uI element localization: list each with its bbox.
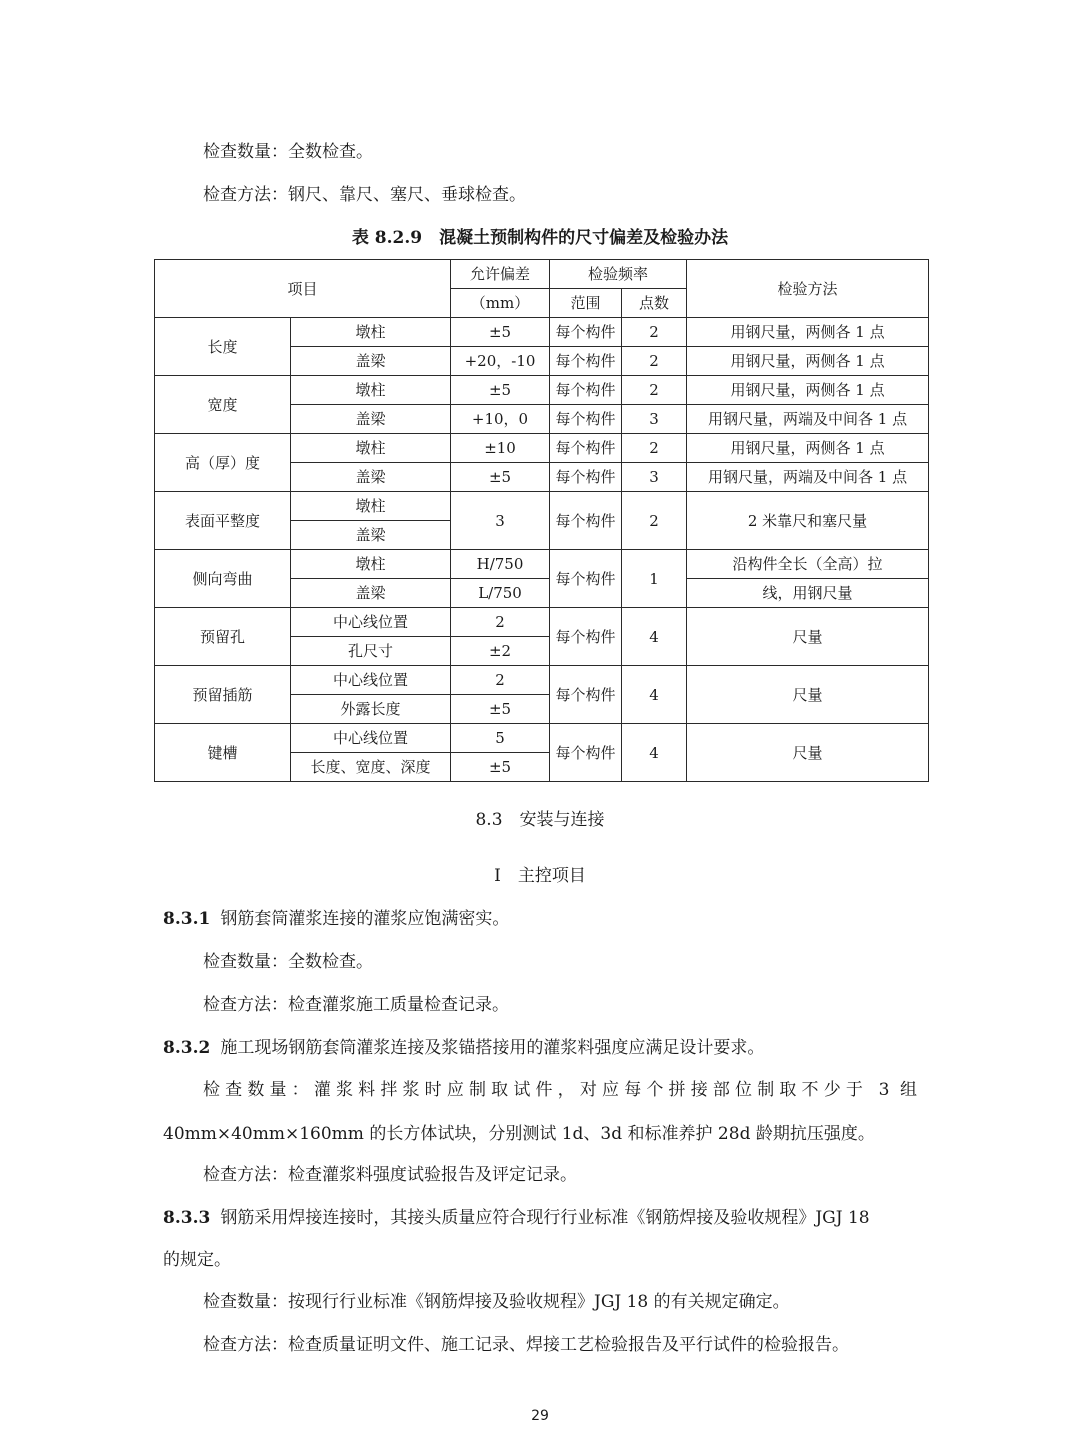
cell-range: 每个构件 — [550, 463, 622, 492]
cell-range: 每个构件 — [550, 550, 622, 608]
clause-number: 8.3.2 — [163, 1038, 211, 1058]
cell-points: 3 — [622, 405, 687, 434]
cell-points: 2 — [622, 376, 687, 405]
cell-points: 2 — [622, 318, 687, 347]
table-caption: 表 8.2.9 混凝土预制构件的尺寸偏差及检验办法 — [351, 228, 729, 248]
cell-method: 用钢尺量，两侧各 1 点 — [687, 434, 929, 463]
cell-sub: 盖梁 — [291, 347, 451, 376]
cell-range: 每个构件 — [550, 434, 622, 463]
cell-range: 每个构件 — [550, 666, 622, 724]
header-tolerance: 允许偏差 — [451, 260, 550, 289]
cell-tolerance: ±2 — [451, 637, 550, 666]
cell-tolerance: 3 — [451, 492, 550, 550]
table-row — [155, 376, 929, 405]
row-group-label: 预留孔 — [155, 608, 291, 666]
cell-method: 2 米靠尺和塞尺量 — [687, 492, 929, 550]
table-row — [155, 724, 929, 753]
cell-sub: 墩柱 — [291, 550, 451, 579]
cell-sub: 外露长度 — [291, 695, 451, 724]
cell-method: 用钢尺量，两侧各 1 点 — [687, 318, 929, 347]
cell-method: 沿构件全长（全高）拉 — [687, 550, 929, 579]
cell-points: 3 — [622, 463, 687, 492]
cell-range: 每个构件 — [550, 376, 622, 405]
clause-text-continued: 的规定。 — [163, 1250, 231, 1270]
table-row — [155, 492, 929, 521]
cell-tolerance: ±5 — [451, 376, 550, 405]
inspection-quantity-text: 检查数量：按现行行业标准《钢筋焊接及验收规程》JGJ 18 的有关规定确定。 — [203, 1292, 790, 1312]
table-row — [155, 318, 929, 347]
cell-tolerance: 2 — [451, 666, 550, 695]
inspection-method-text: 检查方法：检查灌浆料强度试验报告及评定记录。 — [203, 1165, 577, 1185]
clause-text: 钢筋套筒灌浆连接的灌浆应饱满密实。 — [220, 909, 510, 929]
cell-tolerance: 2 — [451, 608, 550, 637]
tolerance-table — [154, 259, 929, 782]
header-range: 范围 — [550, 289, 622, 318]
cell-method: 尺量 — [687, 724, 929, 782]
header-tolerance-unit: （mm） — [451, 289, 550, 318]
row-group-label: 侧向弯曲 — [155, 550, 291, 608]
cell-method: 线，用钢尺量 — [687, 579, 929, 608]
inspection-quantity-text — [203, 1078, 917, 1102]
inspection-method-text: 检查方法：检查灌浆施工质量检查记录。 — [203, 995, 509, 1015]
section-heading: 8.3 安装与连接 — [475, 810, 605, 830]
clause-8-3-2 — [163, 1036, 764, 1060]
cell-tolerance: ±10 — [451, 434, 550, 463]
table-row — [155, 608, 929, 637]
cell-range: 每个构件 — [550, 318, 622, 347]
cell-range: 每个构件 — [550, 347, 622, 376]
cell-range: 每个构件 — [550, 608, 622, 666]
row-group-label: 预留插筋 — [155, 666, 291, 724]
cell-tolerance: H/750 — [451, 550, 550, 579]
row-group-label: 高（厚）度 — [155, 434, 291, 492]
inspection-quantity-line-2: 40mm×40mm×160mm 的长方体试块，分别测试 1d、3d 和标准养护 28d 龄期抗压强度。 — [163, 1124, 875, 1144]
header-item: 项目 — [155, 260, 451, 318]
inspection-quantity-text: 检查数量：全数检查。 — [203, 142, 373, 162]
table-row — [155, 666, 929, 695]
cell-tolerance: 5 — [451, 724, 550, 753]
inspection-quantity-text: 检查数量：全数检查。 — [203, 952, 373, 972]
clause-text: 钢筋采用焊接连接时，其接头质量应符合现行行业标准《钢筋焊接及验收规程》JGJ 18 — [220, 1208, 870, 1228]
inspection-method-text: 检查方法：钢尺、靠尺、塞尺、垂球检查。 — [203, 185, 526, 205]
row-group-label: 长度 — [155, 318, 291, 376]
cell-sub: 孔尺寸 — [291, 637, 451, 666]
row-group-label: 宽度 — [155, 376, 291, 434]
cell-sub: 中心线位置 — [291, 724, 451, 753]
cell-tolerance: +10，0 — [451, 405, 550, 434]
cell-sub: 中心线位置 — [291, 608, 451, 637]
cell-tolerance: ±5 — [451, 463, 550, 492]
cell-sub: 墩柱 — [291, 376, 451, 405]
cell-sub: 盖梁 — [291, 521, 451, 550]
inspection-quantity-line-1: 检查数量：灌浆料拌浆时应制取试件，对应每个拼接部位制取不少于 3 组 — [203, 1080, 917, 1100]
cell-sub: 盖梁 — [291, 463, 451, 492]
page-number: 29 — [531, 1408, 549, 1424]
cell-points: 4 — [622, 608, 687, 666]
inspection-method-text: 检查方法：检查质量证明文件、施工记录、焊接工艺检验报告及平行试件的检验报告。 — [203, 1335, 849, 1355]
cell-method: 用钢尺量，两端及中间各 1 点 — [687, 463, 929, 492]
clause-text: 施工现场钢筋套筒灌浆连接及浆锚搭接用的灌浆料强度应满足设计要求。 — [220, 1038, 765, 1058]
clause-8-3-3 — [163, 1206, 870, 1230]
cell-sub: 墩柱 — [291, 318, 451, 347]
row-group-label: 表面平整度 — [155, 492, 291, 550]
cell-method: 用钢尺量，两端及中间各 1 点 — [687, 405, 929, 434]
header-frequency: 检验频率 — [550, 260, 687, 289]
cell-tolerance: ±5 — [451, 753, 550, 782]
table-row — [155, 550, 929, 579]
cell-points: 4 — [622, 666, 687, 724]
cell-sub: 墩柱 — [291, 434, 451, 463]
cell-tolerance: ±5 — [451, 695, 550, 724]
cell-method: 用钢尺量，两侧各 1 点 — [687, 376, 929, 405]
clause-number: 8.3.3 — [163, 1208, 211, 1228]
cell-points: 2 — [622, 347, 687, 376]
subsection-heading: I 主控项目 — [494, 866, 586, 886]
cell-points: 2 — [622, 434, 687, 463]
cell-sub: 长度、宽度、深度 — [291, 753, 451, 782]
cell-tolerance: L/750 — [451, 579, 550, 608]
cell-sub: 中心线位置 — [291, 666, 451, 695]
row-group-label: 键槽 — [155, 724, 291, 782]
cell-tolerance: +20，-10 — [451, 347, 550, 376]
cell-sub: 墩柱 — [291, 492, 451, 521]
table-header-row — [155, 260, 929, 289]
clause-8-3-1 — [163, 907, 509, 931]
cell-range: 每个构件 — [550, 492, 622, 550]
cell-range: 每个构件 — [550, 724, 622, 782]
cell-range: 每个构件 — [550, 405, 622, 434]
table-row — [155, 434, 929, 463]
cell-points: 4 — [622, 724, 687, 782]
clause-number: 8.3.1 — [163, 909, 211, 929]
cell-sub: 盖梁 — [291, 579, 451, 608]
cell-sub: 盖梁 — [291, 405, 451, 434]
cell-points: 2 — [622, 492, 687, 550]
header-method: 检验方法 — [687, 260, 929, 318]
cell-points: 1 — [622, 550, 687, 608]
cell-method: 用钢尺量，两侧各 1 点 — [687, 347, 929, 376]
header-points: 点数 — [622, 289, 687, 318]
cell-tolerance: ±5 — [451, 318, 550, 347]
cell-method: 尺量 — [687, 666, 929, 724]
cell-method: 尺量 — [687, 608, 929, 666]
